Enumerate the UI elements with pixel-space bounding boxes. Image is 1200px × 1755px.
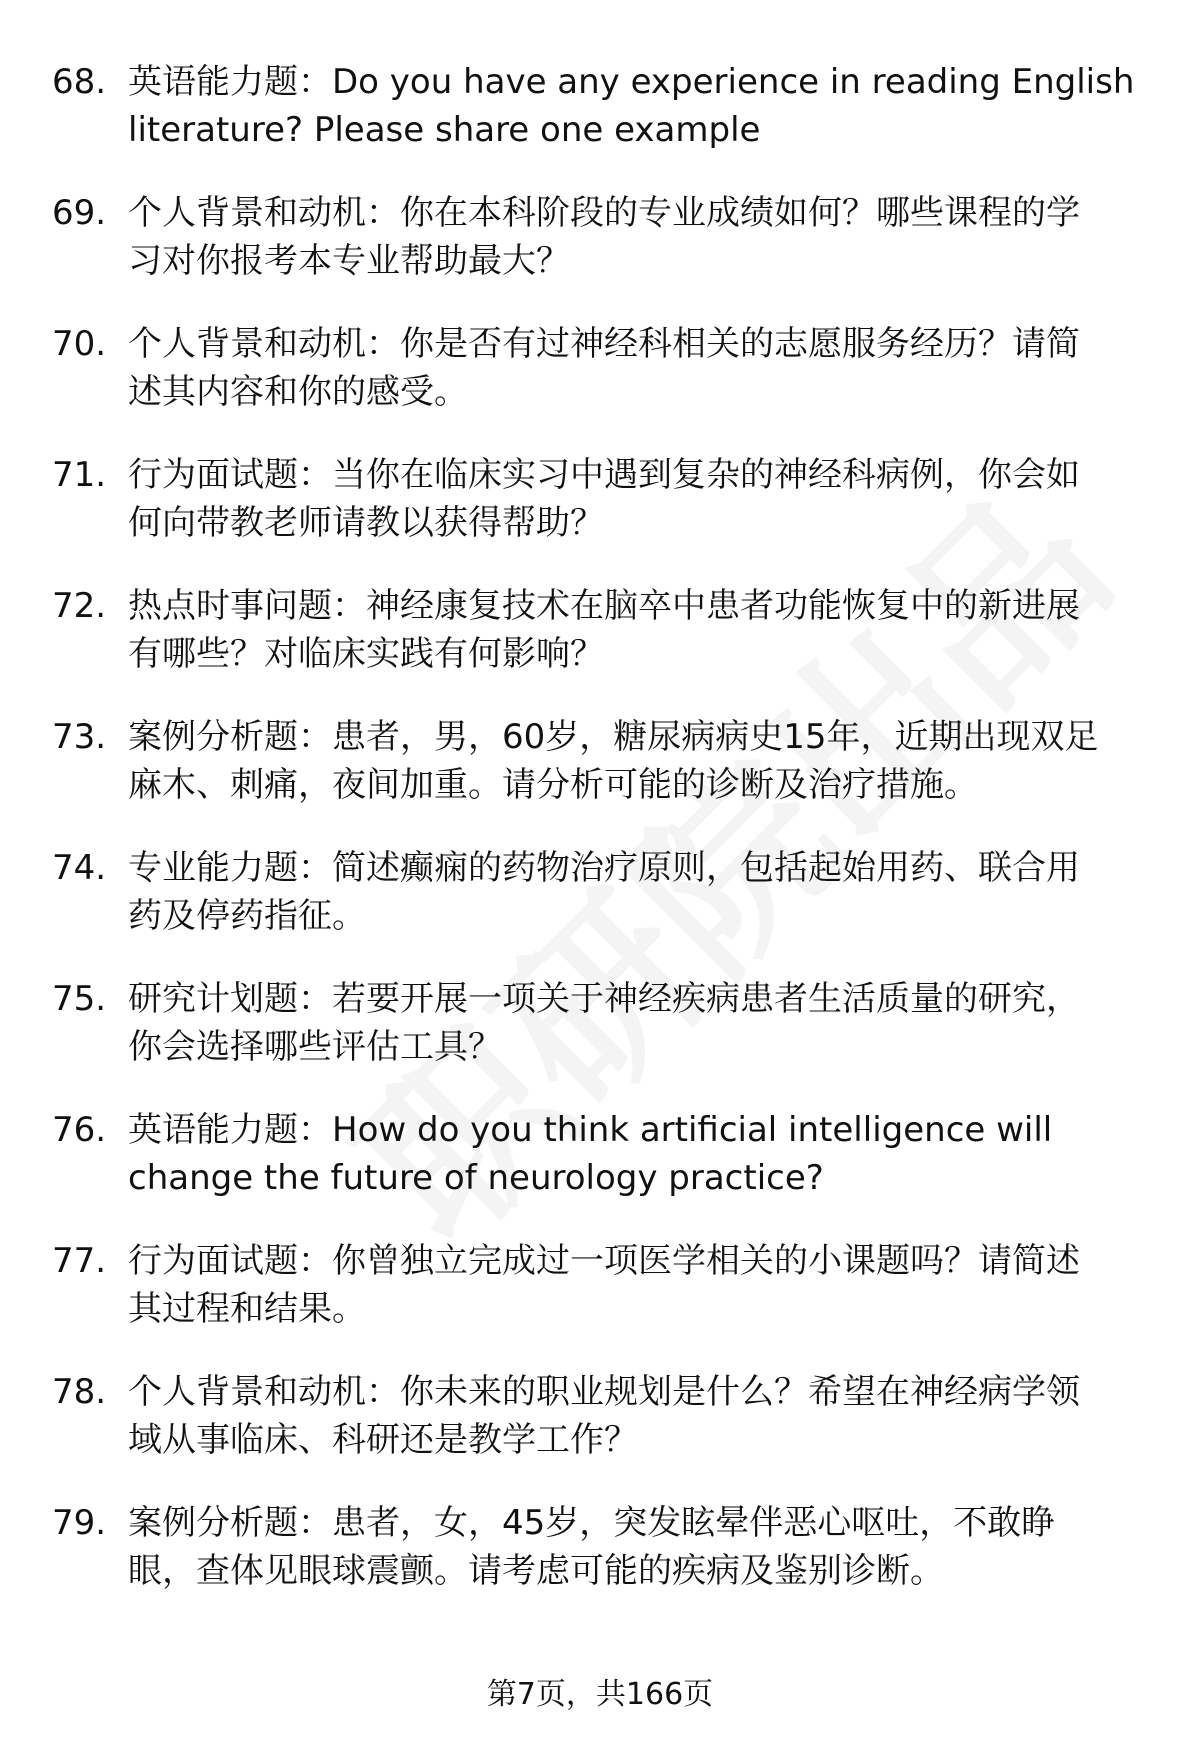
question-item (0, 189, 1200, 297)
question-item (0, 713, 1200, 821)
question-number: 75. (52, 979, 107, 1019)
question-number: 72. (52, 586, 107, 626)
question-text-line: 个人背景和动机：你是否有过神经科相关的志愿服务经历？请简 (128, 324, 1080, 364)
question-item (0, 1368, 1200, 1476)
question-text-line: 药及停药指征。 (128, 896, 366, 936)
question-text-line: 习对你报考本专业帮助最大？ (128, 241, 570, 281)
question-text-line: 述其内容和你的感受。 (128, 372, 468, 412)
question-item (0, 844, 1200, 952)
page-footer: 第7页，共166页 (486, 1677, 714, 1712)
question-text-line: 行为面试题：你曾独立完成过一项医学相关的小课题吗？请简述 (128, 1241, 1080, 1281)
question-text-line: 有哪些？对临床实践有何影响？ (128, 634, 604, 674)
question-text (128, 58, 1158, 154)
question-text (128, 451, 1158, 547)
question-item (0, 451, 1200, 559)
question-item (0, 582, 1200, 690)
question-number: 77. (52, 1241, 107, 1281)
question-list (0, 58, 1200, 1630)
question-number: 69. (52, 193, 107, 233)
question-text-line: 个人背景和动机：你在本科阶段的专业成绩如何？哪些课程的学 (128, 193, 1080, 233)
question-item (0, 1106, 1200, 1214)
question-text-line: 其过程和结果。 (128, 1289, 366, 1329)
question-text (128, 1106, 1158, 1202)
question-number: 73. (52, 717, 107, 757)
question-text-line: 专业能力题：简述癫痫的药物治疗原则，包括起始用药、联合用 (128, 848, 1080, 888)
question-text-line: 你会选择哪些评估工具？ (128, 1027, 502, 1067)
question-item (0, 975, 1200, 1083)
question-text-line: 眼，查体见眼球震颤。请考虑可能的疾病及鉴别诊断。 (128, 1551, 944, 1591)
question-number: 78. (52, 1372, 107, 1412)
question-text-line: literature? Please share one example (128, 110, 761, 150)
question-number: 70. (52, 324, 107, 364)
question-text-line: 何向带教老师请教以获得帮助？ (128, 503, 604, 543)
question-item (0, 320, 1200, 428)
question-number: 76. (52, 1110, 107, 1150)
question-text-line: 域从事临床、科研还是教学工作？ (128, 1420, 638, 1460)
question-item (0, 1237, 1200, 1345)
question-number: 79. (52, 1503, 107, 1543)
question-text (128, 1368, 1158, 1464)
question-text-line: 研究计划题：若要开展一项关于神经疾病患者生活质量的研究， (128, 979, 1080, 1019)
question-text-line: 案例分析题：患者，女，45岁，突发眩晕伴恶心呕吐，不敢睁 (128, 1503, 1056, 1543)
question-text-line: 英语能力题：Do you have any experience in reading English (128, 62, 1135, 102)
question-text (128, 582, 1158, 678)
question-text-line: 麻木、刺痛，夜间加重。请分析可能的诊断及治疗措施。 (128, 765, 978, 805)
question-text-line: 案例分析题：患者，男，60岁，糖尿病病史15年，近期出现双足 (128, 717, 1099, 757)
question-text (128, 713, 1158, 809)
question-number: 71. (52, 455, 107, 495)
question-item (0, 58, 1200, 166)
question-text-line: 行为面试题：当你在临床实习中遇到复杂的神经科病例，你会如 (128, 455, 1080, 495)
question-text (128, 189, 1158, 285)
question-text (128, 1237, 1158, 1333)
question-text-line: 热点时事问题：神经康复技术在脑卒中患者功能恢复中的新进展 (128, 586, 1080, 626)
question-text-line: change the future of neurology practice? (128, 1158, 824, 1198)
question-number: 74. (52, 848, 107, 888)
question-number: 68. (52, 62, 107, 102)
question-text-line: 个人背景和动机：你未来的职业规划是什么？希望在神经病学领 (128, 1372, 1080, 1412)
question-text (128, 844, 1158, 940)
question-text-line: 英语能力题：How do you think artificial intelligence will (128, 1110, 1053, 1150)
question-item (0, 1499, 1200, 1607)
question-text (128, 1499, 1158, 1595)
question-text (128, 320, 1158, 416)
question-text (128, 975, 1158, 1071)
